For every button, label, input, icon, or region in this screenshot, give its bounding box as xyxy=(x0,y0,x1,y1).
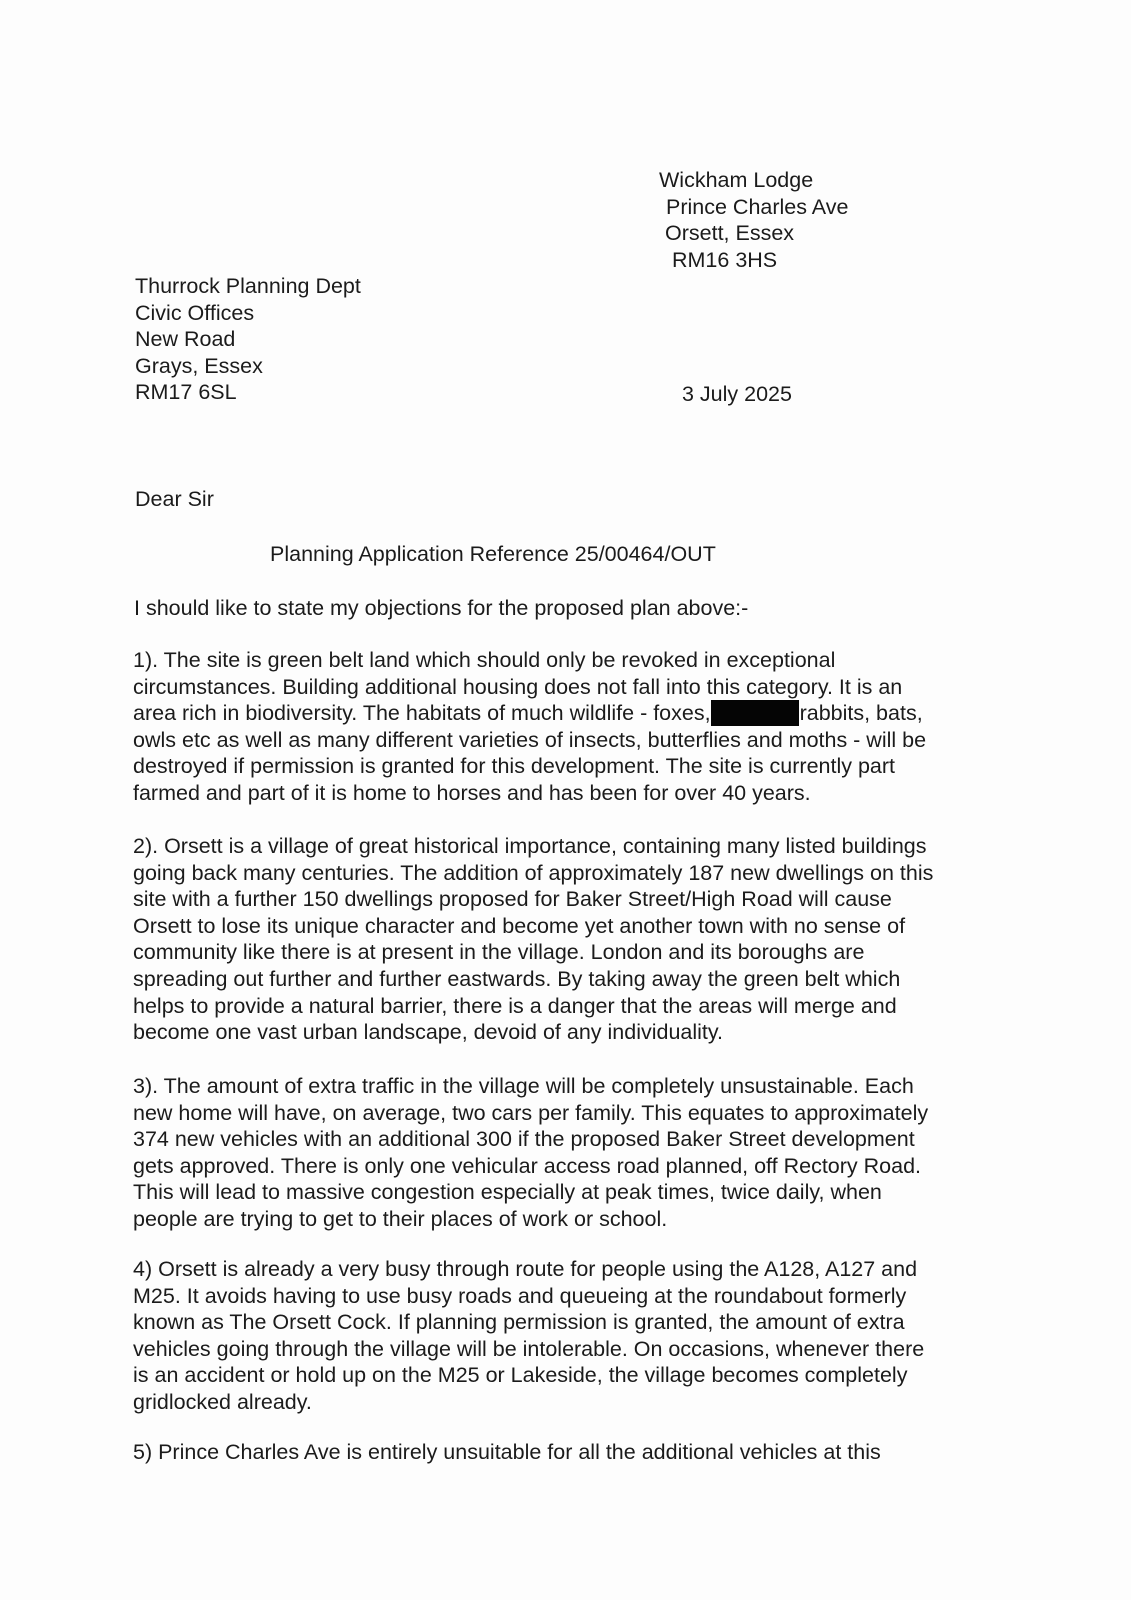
paragraph-line: 3). The amount of extra traffic in the village will be completely unsustainable. Each xyxy=(133,1074,914,1098)
paragraph-line: farmed and part of it is home to horses and has been for over 40 years. xyxy=(133,780,811,805)
paragraph-line: known as The Orsett Cock. If planning permission is granted, the amount of extra xyxy=(133,1310,905,1335)
objection-paragraph-5 xyxy=(133,1439,881,1466)
paragraph-line: Orsett to lose its unique character and become yet another town with no sense of xyxy=(133,913,906,938)
paragraph-line: This will lead to massive congestion especially at peak times, twice daily, when xyxy=(133,1180,882,1205)
paragraph-line: gridlocked already. xyxy=(133,1389,312,1414)
paragraph-line xyxy=(133,700,926,727)
paragraph-line-part: rabbits, bats, xyxy=(799,701,923,726)
objection-paragraph-3 xyxy=(133,1073,928,1233)
paragraph-line: 2). Orsett is a village of great historical importance, containing many listed buildings xyxy=(133,834,927,858)
recipient-address-line: Thurrock Planning Dept xyxy=(135,274,361,298)
paragraph-line: community like there is at present in the village. London and its boroughs are xyxy=(133,940,865,965)
paragraph-line: going back many centuries. The addition of approximately 187 new dwellings on this xyxy=(133,860,934,885)
paragraph-line: is an accident or hold up on the M25 or Lakeside, the village becomes completely xyxy=(133,1363,908,1388)
sender-address-line: Orsett, Essex xyxy=(665,221,795,245)
recipient-address-line: RM17 6SL xyxy=(135,380,237,404)
paragraph-line: circumstances. Building additional housing does not fall into this category. It is an xyxy=(133,674,903,699)
recipient-address xyxy=(135,273,361,406)
letter-date: 3 July 2025 xyxy=(682,382,792,406)
intro-statement: I should like to state my objections for the proposed plan above:- xyxy=(134,596,749,620)
sender-address-line: Prince Charles Ave xyxy=(666,194,849,219)
sender-address-line: Wickham Lodge xyxy=(659,168,814,192)
recipient-address-line: New Road xyxy=(135,327,236,351)
paragraph-line: 1). The site is green belt land which should only be revoked in exceptional xyxy=(133,648,836,672)
salutation: Dear Sir xyxy=(135,487,214,511)
paragraph-line: spreading out further and further eastwards. By taking away the green belt which xyxy=(133,966,901,991)
paragraph-line: helps to provide a natural barrier, there is a danger that the areas will merge and xyxy=(133,993,897,1018)
paragraph-line: become one vast urban landscape, devoid of any individuality. xyxy=(133,1020,724,1045)
objection-paragraph-1 xyxy=(133,647,926,807)
recipient-address-line: Civic Offices xyxy=(135,300,255,325)
application-reference: Planning Application Reference 25/00464/OUT xyxy=(270,542,716,566)
paragraph-line: destroyed if permission is granted for this development. The site is currently part xyxy=(133,754,896,779)
sender-address xyxy=(659,167,848,273)
sender-address-line: RM16 3HS xyxy=(672,247,778,272)
paragraph-line: new home will have, on average, two cars per family. This equates to approximately xyxy=(133,1100,929,1125)
paragraph-line: owls etc as well as many different varieties of insects, butterflies and moths - will be xyxy=(133,727,927,752)
recipient-address-line: Grays, Essex xyxy=(135,353,263,378)
paragraph-line: vehicles going through the village will be intolerable. On occasions, whenever there xyxy=(133,1336,925,1361)
paragraph-line: people are trying to get to their places of work or school. xyxy=(133,1206,668,1231)
paragraph-line: 4) Orsett is already a very busy through route for people using the A128, A127 and xyxy=(133,1257,918,1281)
paragraph-line: site with a further 150 dwellings proposed for Baker Street/High Road will cause xyxy=(133,887,892,912)
paragraph-line: 374 new vehicles with an additional 300 if the proposed Baker Street development xyxy=(133,1127,915,1152)
paragraph-line: M25. It avoids having to use busy roads and queueing at the roundabout formerly xyxy=(133,1283,907,1308)
paragraph-line: gets approved. There is only one vehicular access road planned, off Rectory Road. xyxy=(133,1153,922,1178)
objection-paragraph-4 xyxy=(133,1256,924,1416)
paragraph-line-part: area rich in biodiversity. The habitats of much wildlife - foxes, xyxy=(133,701,711,726)
paragraph-line: 5) Prince Charles Ave is entirely unsuitable for all the additional vehicles at this xyxy=(133,1440,881,1464)
objection-paragraph-2 xyxy=(133,833,933,1046)
redaction-block xyxy=(711,700,799,726)
